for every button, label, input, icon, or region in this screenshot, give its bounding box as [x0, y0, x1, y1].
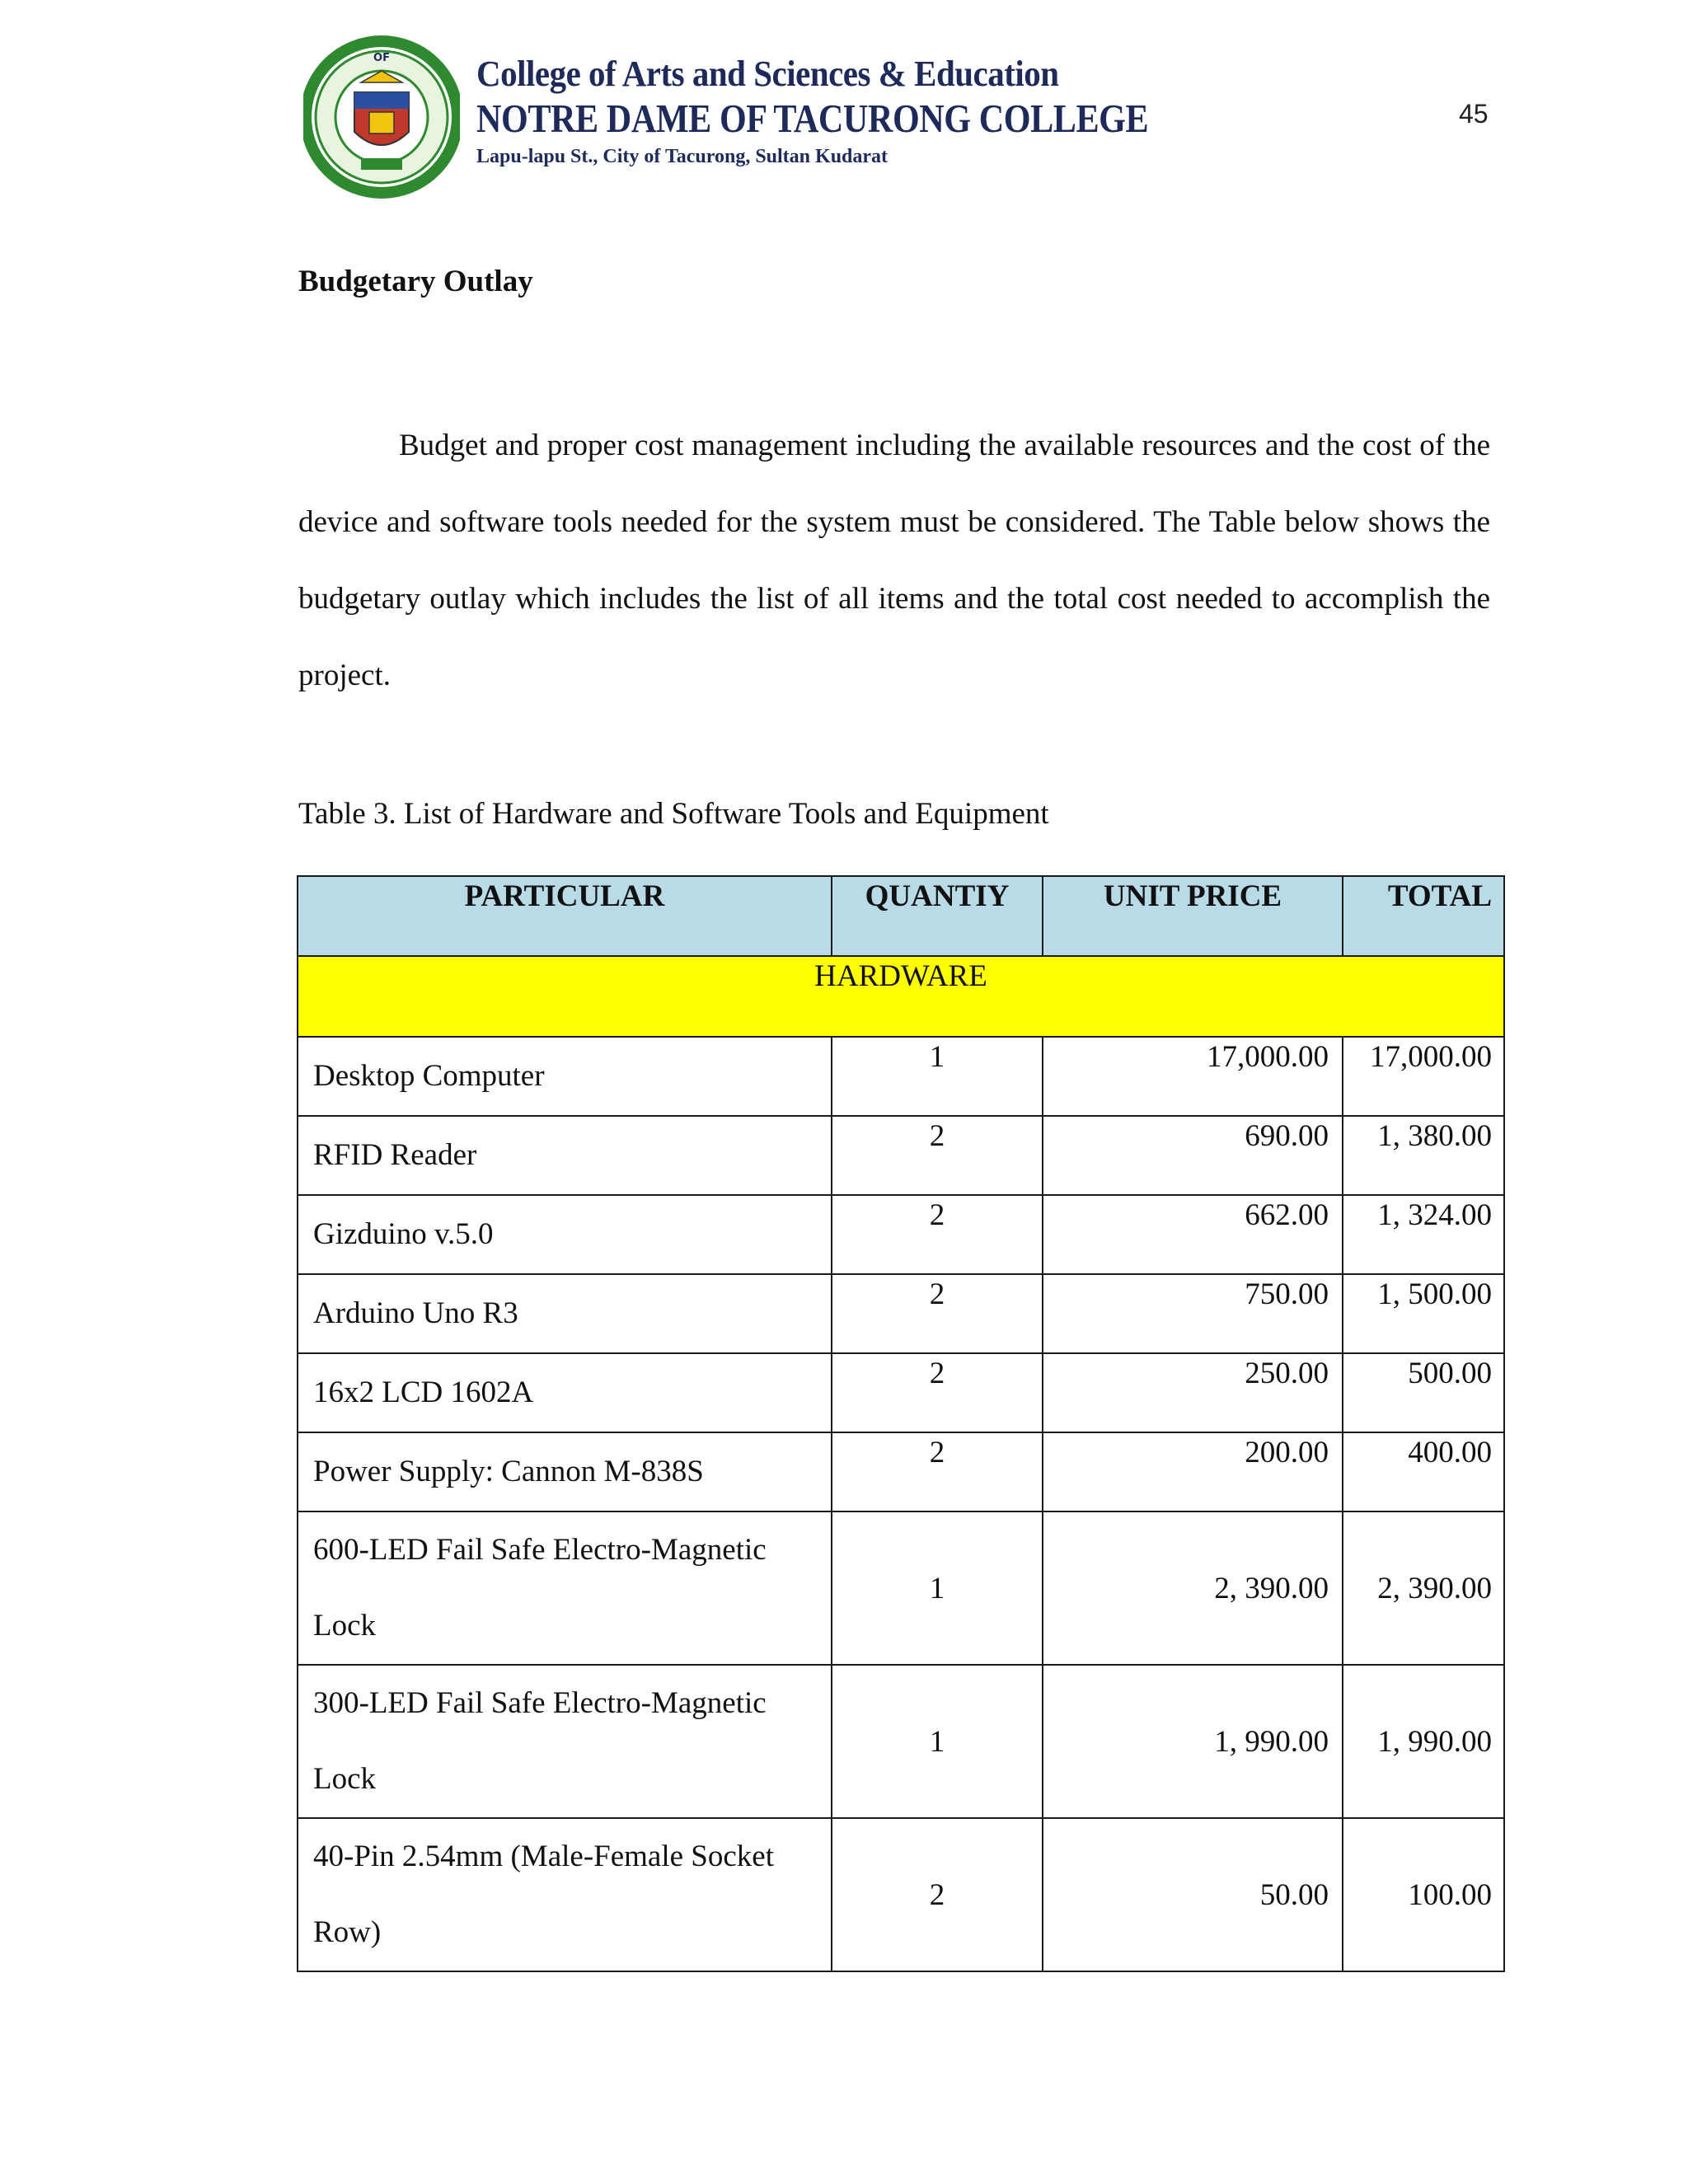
header-quantity: QUANTIY — [832, 876, 1043, 956]
table-row — [298, 1116, 1504, 1195]
cell-unit-price: 17,000.00 — [1043, 1037, 1343, 1116]
cell-quantity: 2 — [832, 1818, 1043, 1971]
cell-quantity: 1 — [832, 1511, 1043, 1665]
header-total: TOTAL — [1343, 876, 1504, 956]
cell-unit-price: 2, 390.00 — [1043, 1511, 1343, 1665]
table-row — [298, 1195, 1504, 1274]
letterhead — [303, 35, 1149, 208]
cell-total: 1, 380.00 — [1343, 1116, 1504, 1195]
cell-quantity: 2 — [832, 1432, 1043, 1511]
svg-text:OF: OF — [373, 52, 390, 64]
header-unit-price: UNIT PRICE — [1043, 876, 1343, 956]
section-title: Budgetary Outlay — [298, 265, 533, 298]
section-label: HARDWARE — [298, 956, 1504, 1037]
school-name: NOTRE DAME OF TACURONG COLLEGE — [476, 96, 1149, 141]
cell-particular — [298, 1511, 832, 1665]
table-row — [298, 1818, 1504, 1971]
cell-unit-price: 750.00 — [1043, 1274, 1343, 1353]
particular-line-2: Row) — [313, 1915, 382, 1949]
seal-graphic — [303, 35, 460, 199]
body-paragraph: Budget and proper cost management including the available resources and the cost of the device and software tools needed for the system must be considered. The Table below shows the budgetary outlay which includes the list of all items and the total cost needed to accomplish the project. — [298, 429, 1490, 692]
header-particular: PARTICULAR — [298, 876, 832, 956]
college-line: College of Arts and Sciences & Education — [476, 54, 1059, 94]
table-caption: Table 3. List of Hardware and Software Tools and Equipment — [298, 797, 1049, 831]
cell-particular: Desktop Computer — [298, 1037, 832, 1116]
cell-total: 100.00 — [1343, 1818, 1504, 1971]
particular-line-1: 600-LED Fail Safe Electro-Magnetic — [313, 1533, 767, 1567]
table-row — [298, 1511, 1504, 1665]
cell-particular: RFID Reader — [298, 1116, 832, 1195]
table-row — [298, 1432, 1504, 1511]
letterhead-text — [476, 53, 1149, 171]
cell-unit-price: 1, 990.00 — [1043, 1665, 1343, 1818]
cell-unit-price: 250.00 — [1043, 1353, 1343, 1432]
cell-quantity: 1 — [832, 1037, 1043, 1116]
college-seal-logo — [303, 35, 460, 199]
table-row — [298, 1665, 1504, 1818]
particular-line-2: Lock — [313, 1762, 377, 1796]
cell-quantity: 2 — [832, 1116, 1043, 1195]
cell-particular: Power Supply: Cannon M-838S — [298, 1432, 832, 1511]
table-row — [298, 1037, 1504, 1116]
table-header-row — [298, 876, 1504, 956]
cell-particular — [298, 1818, 832, 1971]
cell-unit-price: 690.00 — [1043, 1116, 1343, 1195]
cell-total: 1, 500.00 — [1343, 1274, 1504, 1353]
cell-total: 400.00 — [1343, 1432, 1504, 1511]
cell-total: 2, 390.00 — [1343, 1511, 1504, 1665]
cell-unit-price: 662.00 — [1043, 1195, 1343, 1274]
table-row — [298, 1274, 1504, 1353]
cell-unit-price: 200.00 — [1043, 1432, 1343, 1511]
cell-quantity: 2 — [832, 1274, 1043, 1353]
cell-total: 500.00 — [1343, 1353, 1504, 1432]
cell-particular: Gizduino v.5.0 — [298, 1195, 832, 1274]
hardware-section-row — [298, 956, 1504, 1037]
particular-line-1: 40-Pin 2.54mm (Male-Female Socket — [313, 1840, 775, 1873]
page-number: 45 — [1459, 99, 1489, 129]
cell-total: 17,000.00 — [1343, 1037, 1504, 1116]
school-address: Lapu-lapu St., City of Tacurong, Sultan Kudarat — [476, 146, 889, 167]
particular-line-2: Lock — [313, 1609, 377, 1643]
budget-table — [297, 875, 1505, 1972]
cell-particular: 16x2 LCD 1602A — [298, 1353, 832, 1432]
table-row — [298, 1353, 1504, 1432]
cell-total: 1, 990.00 — [1343, 1665, 1504, 1818]
cell-particular — [298, 1665, 832, 1818]
cell-quantity: 2 — [832, 1195, 1043, 1274]
cell-particular: Arduino Uno R3 — [298, 1274, 832, 1353]
cell-total: 1, 324.00 — [1343, 1195, 1504, 1274]
particular-line-1: 300-LED Fail Safe Electro-Magnetic — [313, 1686, 767, 1720]
cell-unit-price: 50.00 — [1043, 1818, 1343, 1971]
cell-quantity: 1 — [832, 1665, 1043, 1818]
cell-quantity: 2 — [832, 1353, 1043, 1432]
